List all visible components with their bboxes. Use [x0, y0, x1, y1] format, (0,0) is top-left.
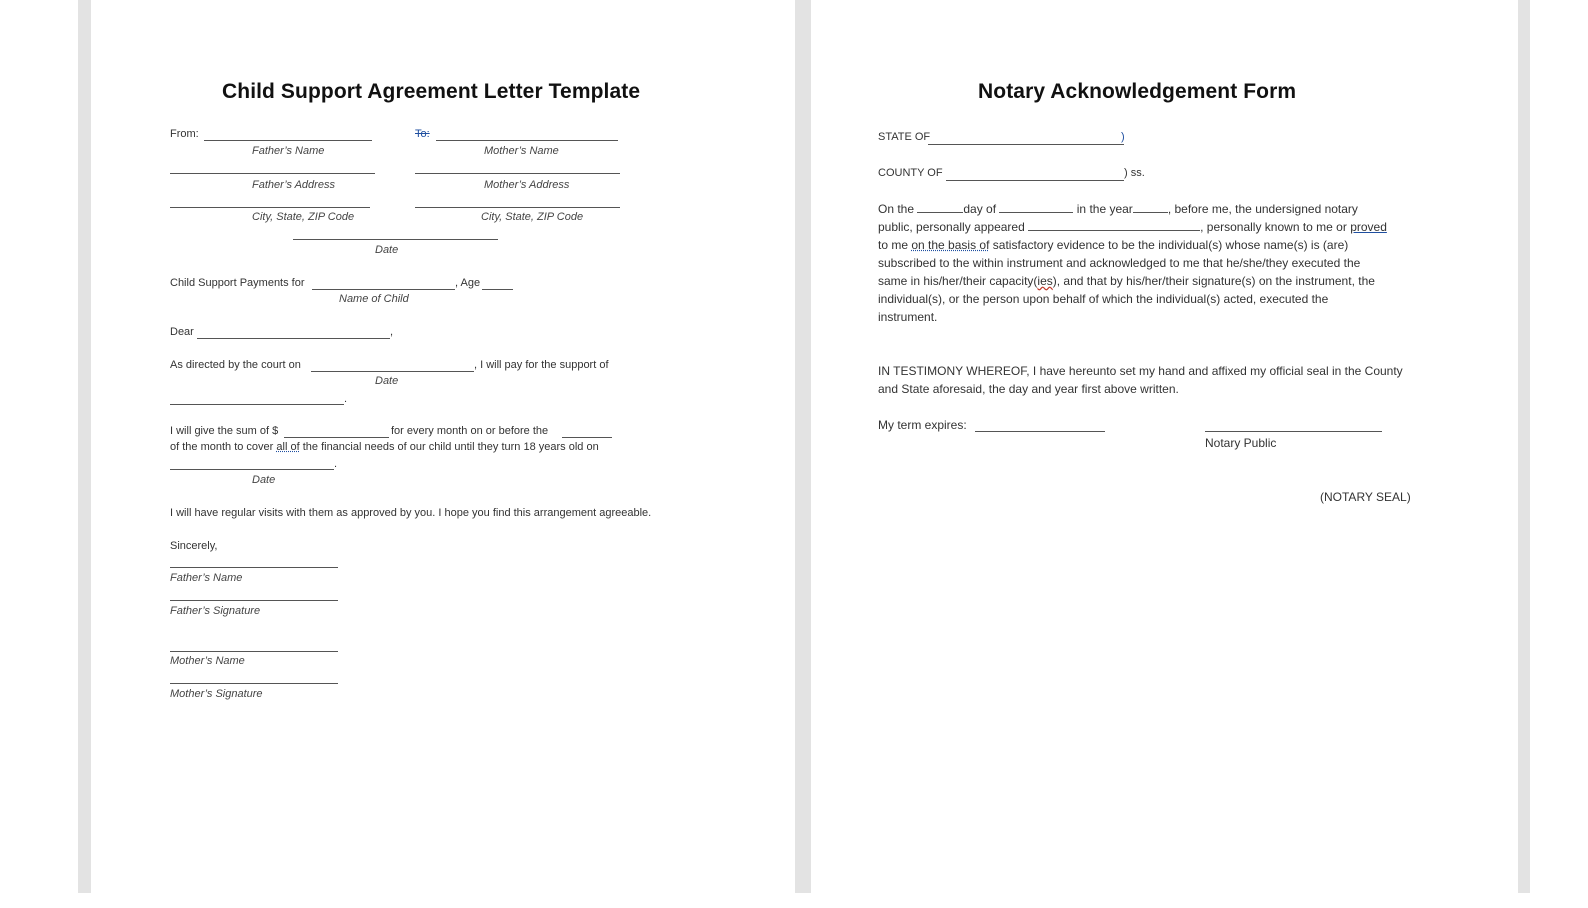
text-on-the-basis-of: on the basis of — [911, 238, 990, 252]
cover-text-pre: of the month to cover — [170, 441, 274, 453]
mothers-address-line[interactable] — [415, 173, 620, 174]
sum-line[interactable] — [284, 437, 389, 438]
sum-label: I will give the sum of $ — [170, 425, 279, 437]
fathers-signature-line[interactable] — [170, 600, 338, 601]
fathers-name-sign-line[interactable] — [170, 567, 338, 568]
mothers-city-line[interactable] — [415, 207, 620, 208]
support-of-line[interactable] — [170, 404, 344, 405]
text-satisfactory-evidence: satisfactory evidence to be the individual(s) whose name(s) is (are) — [992, 238, 1349, 252]
month-blank[interactable] — [999, 201, 1073, 213]
age-18-date-line[interactable] — [170, 469, 334, 470]
support-period: . — [344, 393, 348, 405]
fathers-address-line[interactable] — [170, 173, 375, 174]
notary-seal-label: (NOTARY SEAL) — [1320, 490, 1411, 504]
page-title: Child Support Agreement Letter Template — [222, 80, 641, 103]
fathers-signature-caption: Father’s Signature — [170, 605, 261, 617]
court-date-line[interactable] — [311, 371, 474, 372]
para1-line5 — [878, 272, 1418, 290]
letter-date-caption: Date — [375, 244, 399, 256]
text-signature: ), and that by his/her/their signature(s) on the instrument, the — [1052, 274, 1375, 288]
state-of-label: STATE OF — [878, 131, 931, 143]
page-gutter-middle — [795, 0, 811, 893]
para1-line2 — [878, 218, 1418, 236]
term-expires-line[interactable] — [975, 431, 1105, 432]
fathers-name-sign-caption: Father’s Name — [170, 572, 243, 584]
document-page-notary — [811, 0, 1518, 893]
text-on-the: On the — [878, 202, 915, 216]
text-to-me: to me — [878, 238, 909, 252]
text-day-of: day of — [963, 202, 997, 216]
para1-line4: subscribed to the within instrument and acknowledged to me that he/she/they executed the — [878, 256, 1361, 270]
cover-text-strike: all of — [276, 441, 300, 453]
document-page-child-support — [91, 0, 795, 893]
testimony-paragraph — [878, 362, 1438, 398]
to-line[interactable] — [436, 140, 618, 141]
visits-text: I will have regular visits with them as approved by you. I hope you find this arrangement agreeable. — [170, 507, 652, 519]
fathers-city-line[interactable] — [170, 207, 370, 208]
year-blank[interactable] — [1133, 201, 1168, 213]
para1-line6: individual(s), or the person upon behalf of which the individual(s) acted, executed the — [878, 292, 1329, 306]
page-gutter-right — [1518, 0, 1530, 893]
cover-text — [170, 441, 599, 453]
text-personally-known: , personally known to me or — [1200, 220, 1347, 234]
para2-line1: IN TESTIMONY WHEREOF, I have hereunto set my hand and affixed my official seal in the County — [878, 364, 1403, 378]
state-line[interactable] — [928, 144, 1124, 145]
fathers-name-caption: Father’s Name — [252, 145, 325, 157]
mothers-name-sign-line[interactable] — [170, 651, 338, 652]
day-blank[interactable] — [917, 201, 963, 213]
para1-line1 — [878, 200, 1418, 218]
text-in-the-year: in the year — [1076, 202, 1133, 216]
child-name-line[interactable] — [312, 289, 455, 290]
page-title: Notary Acknowledgement Form — [978, 80, 1297, 103]
day-of-month-line[interactable] — [562, 437, 612, 438]
payments-for-label: Child Support Payments for — [170, 277, 305, 289]
term-expires-label: My term expires: — [878, 418, 967, 432]
fathers-city-caption: City, State, ZIP Code — [252, 211, 355, 223]
will-pay-label: , I will pay for the support of — [474, 359, 609, 371]
para1-line7: instrument. — [878, 310, 938, 324]
court-date-caption: Date — [375, 375, 399, 387]
notary-public-label: Notary Public — [1205, 436, 1277, 450]
mothers-city-caption: City, State, ZIP Code — [481, 211, 584, 223]
county-line[interactable] — [946, 180, 1124, 181]
county-ss: ) ss. — [1124, 167, 1145, 179]
from-label: From: — [170, 128, 199, 140]
cover-text-post: the financial needs of our child until they turn 18 years old on — [302, 441, 599, 453]
acknowledgement-paragraph — [878, 200, 1418, 326]
text-before-me: , before me, the undersigned notary — [1167, 202, 1358, 216]
mothers-name-caption: Mother’s Name — [484, 145, 559, 157]
county-of-label: COUNTY OF — [878, 167, 943, 179]
age-18-period: . — [334, 458, 338, 470]
sincerely-text: Sincerely, — [170, 540, 218, 552]
para2-line2: and State aforesaid, the day and year first above written. — [878, 382, 1179, 396]
dear-label: Dear — [170, 326, 194, 338]
to-label: To: — [415, 128, 430, 140]
fathers-address-caption: Father’s Address — [252, 179, 335, 191]
state-bracket: ) — [1121, 131, 1125, 143]
text-ies: ies — [1037, 274, 1053, 288]
every-month-label: for every month on or before the — [391, 425, 549, 437]
dear-line[interactable] — [197, 338, 390, 339]
name-of-child-caption: Name of Child — [339, 293, 409, 305]
age-line[interactable] — [482, 289, 513, 290]
notary-signature-line[interactable] — [1205, 431, 1382, 432]
text-capacity: same in his/her/their capacity( — [878, 274, 1038, 288]
from-line[interactable] — [204, 140, 372, 141]
mothers-name-sign-caption: Mother’s Name — [170, 655, 245, 667]
appeared-blank[interactable] — [1028, 219, 1200, 231]
page-gutter-left — [78, 0, 91, 893]
dear-comma: , — [390, 326, 394, 338]
directed-label: As directed by the court on — [170, 359, 301, 371]
letter-date-line[interactable] — [293, 239, 498, 240]
age-18-date-caption: Date — [252, 474, 276, 486]
para1-line3 — [878, 236, 1418, 254]
age-label: , Age — [455, 277, 481, 289]
mothers-signature-caption: Mother’s Signature — [170, 688, 263, 700]
mothers-signature-line[interactable] — [170, 683, 338, 684]
text-proved: proved — [1350, 220, 1387, 234]
text-personally-appeared: public, personally appeared — [878, 220, 1025, 234]
mothers-address-caption: Mother’s Address — [484, 179, 570, 191]
